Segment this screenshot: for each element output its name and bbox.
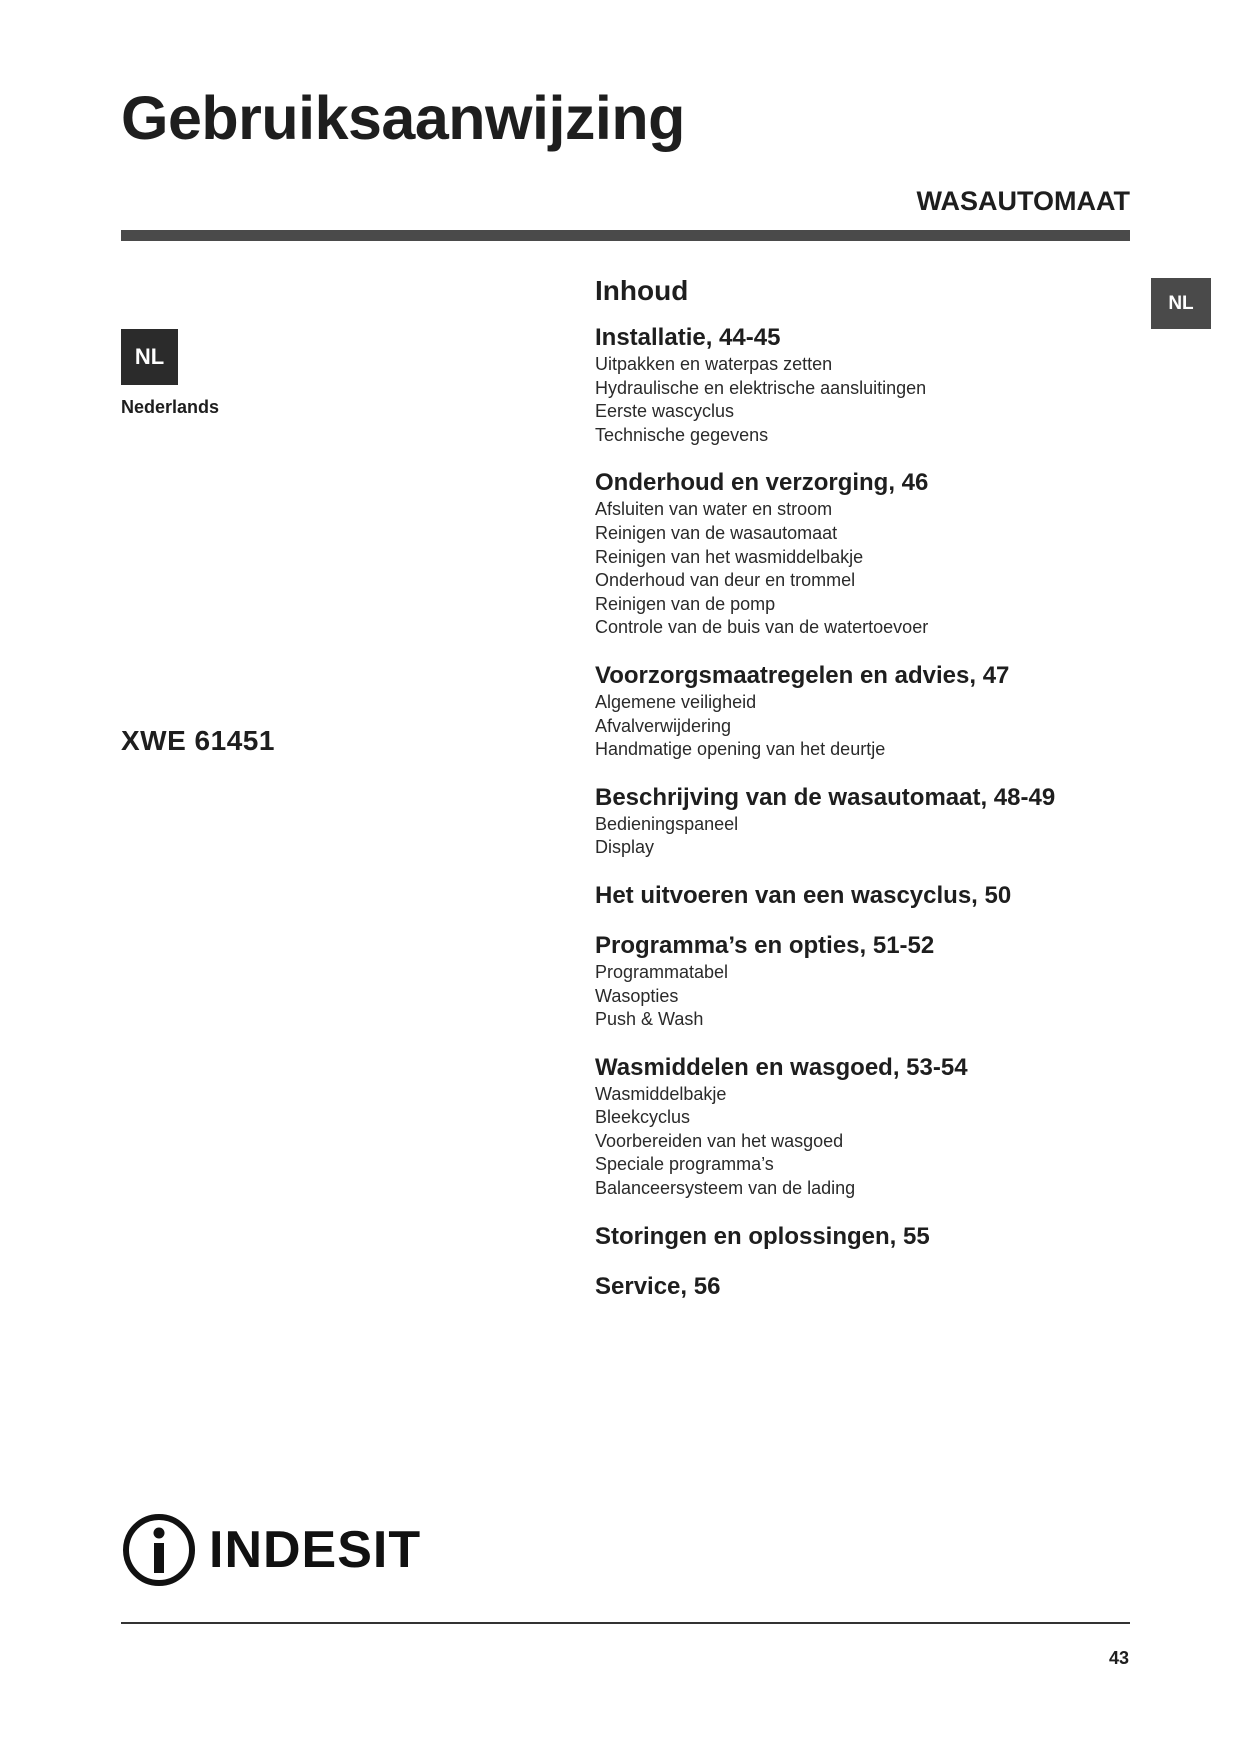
- language-badge: NL: [121, 329, 178, 385]
- indesit-i-logo-icon: [121, 1512, 197, 1588]
- toc-section-onderhoud: [595, 468, 1115, 640]
- product-type: WASAUTOMAAT: [916, 186, 1130, 216]
- toc-item: Technische gegevens: [595, 424, 769, 445]
- toc-section-programmas: [595, 931, 1115, 1032]
- toc-item: Afvalverwijdering: [595, 715, 732, 736]
- toc-section-title: Voorzorgsmaatregelen en advies, 47: [595, 661, 1010, 689]
- toc-section-wasmiddelen: [595, 1053, 1115, 1201]
- toc-item: Reinigen van de pomp: [595, 593, 776, 614]
- toc-item: Wasmiddelbakje: [595, 1083, 727, 1104]
- toc-section-title: Beschrijving van de wasautomaat, 48-49: [595, 783, 1056, 811]
- toc-item: Push & Wash: [595, 1009, 704, 1030]
- toc-section-title: Onderhoud en verzorging, 46: [595, 469, 929, 497]
- toc-item: Hydraulische en elektrische aansluitingen: [595, 377, 927, 398]
- toc-item: Handmatige opening van het deurtje: [595, 739, 886, 760]
- page-number: 43: [1108, 1648, 1129, 1668]
- toc-item: Programmatabel: [595, 961, 729, 982]
- toc-item: Balanceersysteem van de lading: [595, 1178, 856, 1199]
- toc-section-storingen: [595, 1222, 1115, 1252]
- toc-item: Reinigen van de wasautomaat: [595, 522, 838, 543]
- toc-item: Onderhoud van deur en trommel: [595, 570, 856, 591]
- brand-logo: [121, 1512, 421, 1587]
- header-divider: [121, 230, 1130, 241]
- toc-item: Eerste wascyclus: [595, 401, 735, 422]
- toc-item: Reinigen van het wasmiddelbakje: [595, 546, 864, 567]
- model-number: XWE 61451: [121, 725, 275, 756]
- toc-item: Display: [595, 837, 655, 858]
- toc-item: Afsluiten van water en stroom: [595, 499, 833, 520]
- toc-item: Wasopties: [595, 985, 679, 1006]
- toc-section-title: Het uitvoeren van een wascyclus, 50: [595, 881, 1012, 909]
- brand-name: INDESIT: [209, 1520, 422, 1579]
- toc-section-service: [595, 1272, 1115, 1302]
- toc-section-title: Programma’s en opties, 51-52: [595, 931, 935, 959]
- toc-heading: Inhoud: [595, 275, 689, 306]
- footer-divider: [121, 1622, 1130, 1624]
- toc-item: Algemene veiligheid: [595, 691, 757, 712]
- page-title: Gebruiksaanwijzing: [121, 84, 685, 152]
- toc-section-installatie: [595, 323, 1115, 447]
- toc-item: Speciale programma’s: [595, 1154, 774, 1175]
- toc-section-voorzorgsmaatregelen: [595, 661, 1115, 762]
- toc-section-title: Service, 56: [595, 1272, 721, 1300]
- toc-section-beschrijving: [595, 783, 1115, 860]
- toc-section-title: Storingen en oplossingen, 55: [595, 1222, 930, 1250]
- toc-item: Bedieningspaneel: [595, 813, 739, 834]
- toc-section-title: Installatie, 44-45: [595, 324, 781, 351]
- toc-item: Uitpakken en waterpas zetten: [595, 354, 833, 374]
- toc-section-title: Wasmiddelen en wasgoed, 53-54: [595, 1053, 968, 1081]
- toc-item: Controle van de buis van de watertoevoer: [595, 617, 929, 638]
- toc-item: Voorbereiden van het wasgoed: [595, 1130, 844, 1151]
- language-label: Nederlands: [121, 397, 220, 417]
- toc-item: Bleekcyclus: [595, 1107, 691, 1128]
- language-side-tab: NL: [1151, 278, 1211, 329]
- table-of-contents: [595, 323, 1115, 1322]
- toc-section-wascyclus: [595, 881, 1115, 911]
